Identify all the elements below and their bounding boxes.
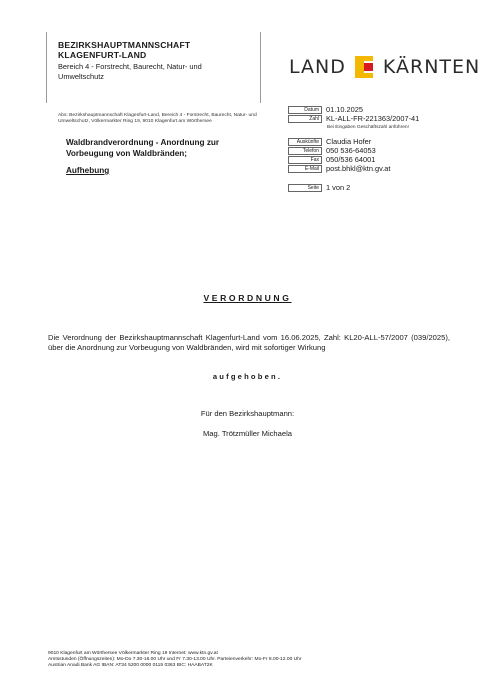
logo-text-land: LAND xyxy=(289,56,346,78)
email-label: E-Mail xyxy=(288,165,322,173)
body-paragraph: Die Verordnung der Bezirkshauptmannschaft Klagenfurt-Land vom 16.06.2025, Zahl: KL20-ALL-57/2007 (039/2025), über die Anordnung zur Vorbeugung von Waldbränden, wird mit sofortiger Wirkung xyxy=(48,333,450,353)
fax-label: Fax xyxy=(288,156,322,164)
coat-of-arms-icon xyxy=(355,56,373,78)
reference-note: Bei Eingaben Geschäftszahl anführen! xyxy=(327,125,409,130)
info-row-email xyxy=(288,164,390,173)
document-heading: VERORDNUNG xyxy=(203,293,292,303)
email-value: post.bhkl@ktn.gv.at xyxy=(326,164,391,173)
info-row-seite xyxy=(288,183,350,192)
page-footer xyxy=(48,651,308,670)
auskuenfte-label: Auskünfte xyxy=(288,138,322,146)
info-row-datum xyxy=(288,105,363,114)
footer-address: 9010 Klagenfurt am Wörthersee Völkermarkter Ring 19 Internet: www.ktn.gv.at xyxy=(48,651,218,656)
info-row-fax xyxy=(288,155,375,164)
zahl-label: Zahl xyxy=(288,115,322,123)
authority-name-line1: BEZIRKSHAUPTMANNSCHAFT xyxy=(58,40,191,50)
footer-bank-details: Austrian Anadi Bank AG IBAN: AT34 5200 0000 0115 0363 BIC: HAABAT2K xyxy=(48,663,213,669)
authority-name-line2: KLAGENFURT-LAND xyxy=(58,50,147,60)
telefon-value: 050 536-64053 xyxy=(326,146,376,155)
signature-intro: Für den Bezirkshauptmann: xyxy=(200,409,295,418)
auskuenfte-value: Claudia Hofer xyxy=(326,137,372,146)
header-left-rule xyxy=(46,32,47,103)
seite-label: Seite xyxy=(288,184,322,192)
zahl-value: KL-ALL-FR-221363/2007-41 xyxy=(326,114,420,123)
info-row-zahl xyxy=(288,114,419,123)
header-right-rule xyxy=(260,32,261,103)
revocation-statement: aufgehoben. xyxy=(212,372,283,381)
info-row-telefon xyxy=(288,146,376,155)
datum-label: Datum xyxy=(288,106,322,114)
subject-action: Aufhebung xyxy=(66,166,110,175)
datum-value: 01.10.2025 xyxy=(326,105,363,114)
fax-value: 050/536 64001 xyxy=(326,155,376,164)
subject-title: Waldbrandverordnung - Anordnung zur Vorbeugung von Waldbränden; xyxy=(66,138,220,158)
authority-department: Bereich 4 - Forstrecht, Baurecht, Natur- und Umweltschutz xyxy=(58,62,202,81)
logo-text-kaernten: KÄRNTEN xyxy=(382,56,481,78)
signatory-name: Mag. Trötzmüller Michaela xyxy=(202,429,293,438)
land-kaernten-logo xyxy=(289,54,480,80)
seite-value: 1 von 2 xyxy=(326,183,351,192)
footer-office-hours: Amtsstunden (Öffnungszeiten): Mo-Do 7.30-16.00 Uhr und Fr 7.30-13.00 Uhr. Parteienverkehr: Mo-Fr 8.00-12.00 Uhr xyxy=(48,657,302,663)
telefon-label: Telefon xyxy=(288,147,322,155)
sender-address-line: Abs: Bezirkshauptmannschaft Klagenfurt-Land, Bereich 4 - Forstrecht, Baurecht, Natur- und Umweltschutz, Völkermarkter Ring 19, 9010 Klagenfurt am Wörthersee xyxy=(58,113,257,125)
info-row-auskuenfte xyxy=(288,137,371,146)
authority-name xyxy=(58,40,190,60)
